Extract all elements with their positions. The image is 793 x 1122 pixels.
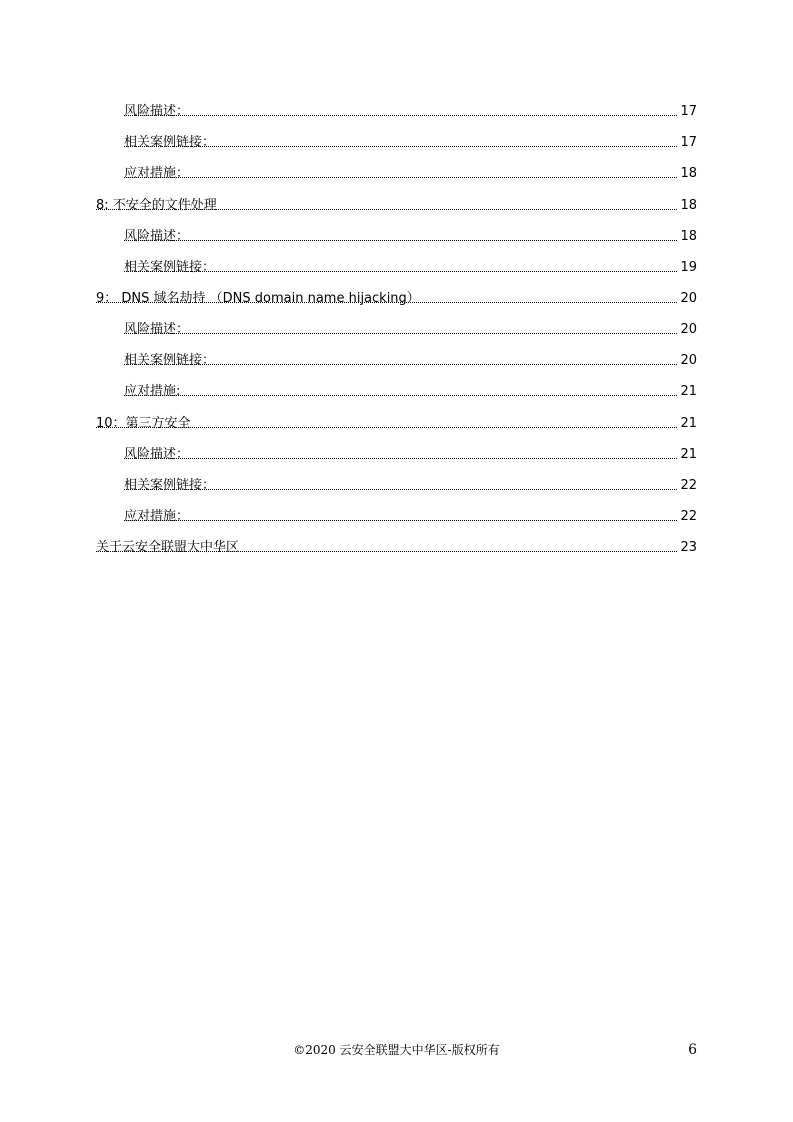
toc-entry[interactable] <box>0 476 793 496</box>
toc-entry[interactable] <box>0 164 793 184</box>
toc-entry-page: 19 <box>677 258 697 278</box>
toc-entry-page: 21 <box>677 414 697 434</box>
toc-leader-dots <box>124 146 681 147</box>
toc-leader-dots <box>124 115 681 116</box>
toc-entry[interactable] <box>0 196 793 216</box>
toc-entry[interactable] <box>0 382 793 402</box>
toc-entry-page: 22 <box>677 476 697 496</box>
toc-entry-page: 17 <box>677 102 697 122</box>
toc-entry-page: 22 <box>677 507 697 527</box>
toc-entry-page: 17 <box>677 133 697 153</box>
toc-entry-page: 20 <box>677 351 697 371</box>
toc-leader-dots <box>124 395 681 396</box>
toc-entry-title: 10：第三方安全 <box>96 414 192 434</box>
toc-entry[interactable] <box>0 133 793 153</box>
toc-entry-page: 18 <box>677 227 697 247</box>
toc-entry-title: 应对措施： <box>124 164 190 184</box>
toc-entry-title: 应对措施： <box>124 507 190 527</box>
toc-entry-page: 20 <box>677 289 697 309</box>
toc-entry-title: 相关案例链接： <box>124 476 216 496</box>
toc-entry[interactable] <box>0 227 793 247</box>
toc-leader-dots <box>96 551 681 552</box>
toc-leader-dots <box>124 271 681 272</box>
toc-entry-title: 8: 不安全的文件处理 <box>96 196 218 216</box>
toc-entry[interactable] <box>0 102 793 122</box>
toc-leader-dots <box>124 364 681 365</box>
toc-entry[interactable] <box>0 414 793 434</box>
toc-entry[interactable] <box>0 351 793 371</box>
page-footer <box>0 1040 793 1060</box>
toc-leader-dots <box>124 240 681 241</box>
toc-entry[interactable] <box>0 538 793 558</box>
toc-entry-title: 9： DNS 域名劫持 （DNS domain name hijacking） <box>96 289 421 309</box>
toc-entry-title: 风险描述： <box>124 227 190 247</box>
toc-entry[interactable] <box>0 258 793 278</box>
toc-entry-title: 风险描述： <box>124 320 190 340</box>
toc-entry[interactable] <box>0 507 793 527</box>
toc-leader-dots <box>96 209 681 210</box>
toc-leader-dots <box>124 489 681 490</box>
footer-page-number: 6 <box>688 1042 697 1058</box>
toc-entry-page: 21 <box>677 382 697 402</box>
toc-leader-dots <box>96 427 681 428</box>
toc-leader-dots <box>124 520 681 521</box>
toc-entry-page: 20 <box>677 320 697 340</box>
toc-entry-title: 相关案例链接： <box>124 133 216 153</box>
toc-leader-dots <box>124 177 681 178</box>
footer-copyright: ©2020 云安全联盟大中华区-版权所有 <box>293 1043 500 1057</box>
toc-entry-title: 相关案例链接： <box>124 351 216 371</box>
toc-leader-dots <box>96 302 681 303</box>
toc-entry-page: 21 <box>677 445 697 465</box>
toc-entry-title: 风险描述： <box>124 102 190 122</box>
toc-entry-page: 23 <box>677 538 697 558</box>
toc-entry-title: 相关案例链接： <box>124 258 216 278</box>
toc-entry-title: 关于云安全联盟大中华区 <box>96 538 240 558</box>
toc-entry[interactable] <box>0 320 793 340</box>
toc-entry[interactable] <box>0 289 793 309</box>
toc-entry-title: 风险描述： <box>124 445 190 465</box>
toc-leader-dots <box>124 333 681 334</box>
toc-leader-dots <box>124 458 681 459</box>
toc-entry-page: 18 <box>677 164 697 184</box>
toc-entry-page: 18 <box>677 196 697 216</box>
toc-entry[interactable] <box>0 445 793 465</box>
toc-entry-title: 应对措施: <box>124 382 181 402</box>
